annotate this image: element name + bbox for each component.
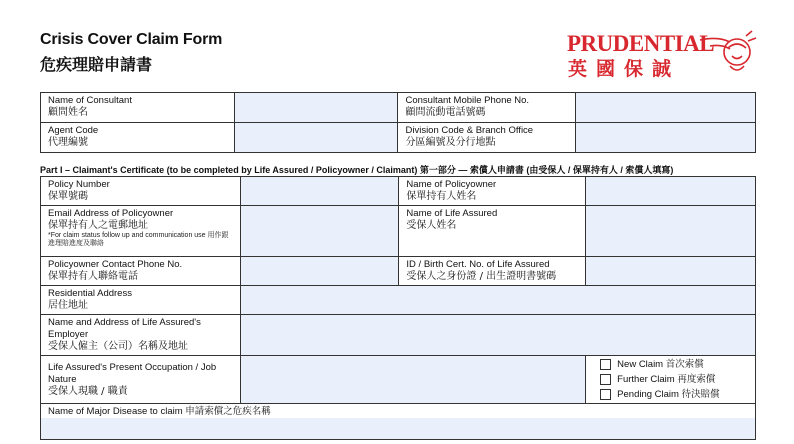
policy-number-label [41, 177, 241, 206]
id-number-label-zh: 受保人之身份證 / 出生證明書號碼 [406, 271, 557, 282]
policyowner-name-label [399, 177, 586, 206]
employer-label [41, 315, 241, 356]
consultant-table [40, 92, 756, 153]
employer-label-zh: 受保人僱主（公司）名稱及地址 [48, 341, 188, 352]
consultant-mobile-label-en: Consultant Mobile Phone No. [405, 95, 530, 106]
id-number-label [399, 257, 586, 286]
form-title-en: Crisis Cover Claim Form [40, 31, 223, 48]
id-number-field[interactable] [586, 257, 756, 286]
residential-address-label-en: Residential Address [48, 288, 132, 299]
consultant-name-label-zh: 顧問姓名 [48, 107, 88, 118]
residential-address-label-zh: 居住地址 [48, 300, 88, 311]
occupation-label [41, 356, 241, 404]
employer-label-en: Name and Address of Life Assured's Employer [48, 317, 201, 340]
pending-claim-option[interactable] [600, 387, 748, 402]
policyowner-name-label-zh: 保單持有人姓名 [406, 191, 477, 202]
part1-table [40, 176, 756, 440]
consultant-mobile-label-zh: 顧問流動電話號碼 [405, 107, 486, 118]
part1-heading: Part I – Claimant's Certificate (to be completed by Life Assured / Policyowner / Claimant) 第一部分 — 索償人申請書 (由受保人 / 保單持有人 / 索償人填寫) [40, 165, 674, 175]
policy-number-label-en: Policy Number [48, 179, 110, 190]
form-title-zh: 危疾理賠申請書 [40, 55, 153, 74]
email-label [41, 206, 241, 257]
division-code-label [398, 123, 576, 153]
email-label-en: Email Address of Policyowner [48, 208, 174, 219]
pending-claim-label: Pending Claim 待決賠償 [617, 388, 720, 400]
new-claim-label: New Claim 首次索償 [617, 358, 704, 370]
logo-wordmark: PRUDENTIAL [567, 31, 715, 56]
consultant-name-label [41, 93, 235, 123]
residential-address-field[interactable] [240, 286, 755, 315]
occupation-label-en: Life Assured's Present Occupation / Job Nature [48, 362, 217, 385]
further-claim-option[interactable] [600, 372, 748, 387]
agent-code-label-zh: 代理編號 [48, 137, 88, 148]
policyowner-name-label-en: Name of Policyowner [406, 179, 497, 190]
major-disease-label: Name of Major Disease to claim 申請索償之危疾名稱 [48, 406, 271, 417]
email-field[interactable] [240, 206, 399, 257]
email-note: *For claim status follow up and communication use 用作跟進理賠進度及聯絡 [48, 232, 229, 247]
life-assured-name-field[interactable] [586, 206, 756, 257]
occupation-label-zh: 受保人現職 / 職責 [48, 386, 128, 397]
further-claim-checkbox[interactable] [600, 374, 611, 385]
email-label-zh: 保單持有人之電郵地址 [48, 220, 148, 231]
contact-phone-label-en: Policyowner Contact Phone No. [48, 259, 183, 270]
policy-number-label-zh: 保單號碼 [48, 191, 88, 202]
life-assured-name-label-zh: 受保人姓名 [406, 220, 457, 231]
major-disease-field[interactable] [41, 418, 755, 439]
agent-code-label [41, 123, 235, 153]
agent-code-field[interactable] [234, 123, 398, 153]
consultant-name-field[interactable] [234, 93, 398, 123]
division-code-label-en: Division Code & Branch Office [405, 125, 534, 136]
contact-phone-label [41, 257, 241, 286]
division-code-label-zh: 分區編號及分行地點 [405, 137, 496, 148]
further-claim-label: Further Claim 再度索償 [617, 373, 716, 385]
residential-address-label [41, 286, 241, 315]
policyowner-name-field[interactable] [586, 177, 756, 206]
contact-phone-field[interactable] [240, 257, 399, 286]
occupation-field[interactable] [240, 356, 585, 404]
pending-claim-checkbox[interactable] [600, 389, 611, 400]
division-code-field[interactable] [576, 123, 756, 153]
agent-code-label-en: Agent Code [48, 125, 99, 136]
new-claim-checkbox[interactable] [600, 359, 611, 370]
contact-phone-label-zh: 保單持有人聯絡電話 [48, 271, 138, 282]
major-disease-cell [41, 404, 756, 440]
life-assured-name-label-en: Name of Life Assured [406, 208, 498, 219]
policy-number-field[interactable] [240, 177, 399, 206]
consultant-mobile-label [398, 93, 576, 123]
logo-chinese: 英國保誠 [568, 58, 681, 80]
life-assured-name-label [399, 206, 586, 257]
claim-type-group [586, 356, 756, 404]
new-claim-option[interactable] [600, 357, 748, 372]
id-number-label-en: ID / Birth Cert. No. of Life Assured [406, 259, 550, 270]
consultant-mobile-field[interactable] [576, 93, 756, 123]
employer-field[interactable] [240, 315, 755, 356]
consultant-name-label-en: Name of Consultant [48, 95, 132, 106]
